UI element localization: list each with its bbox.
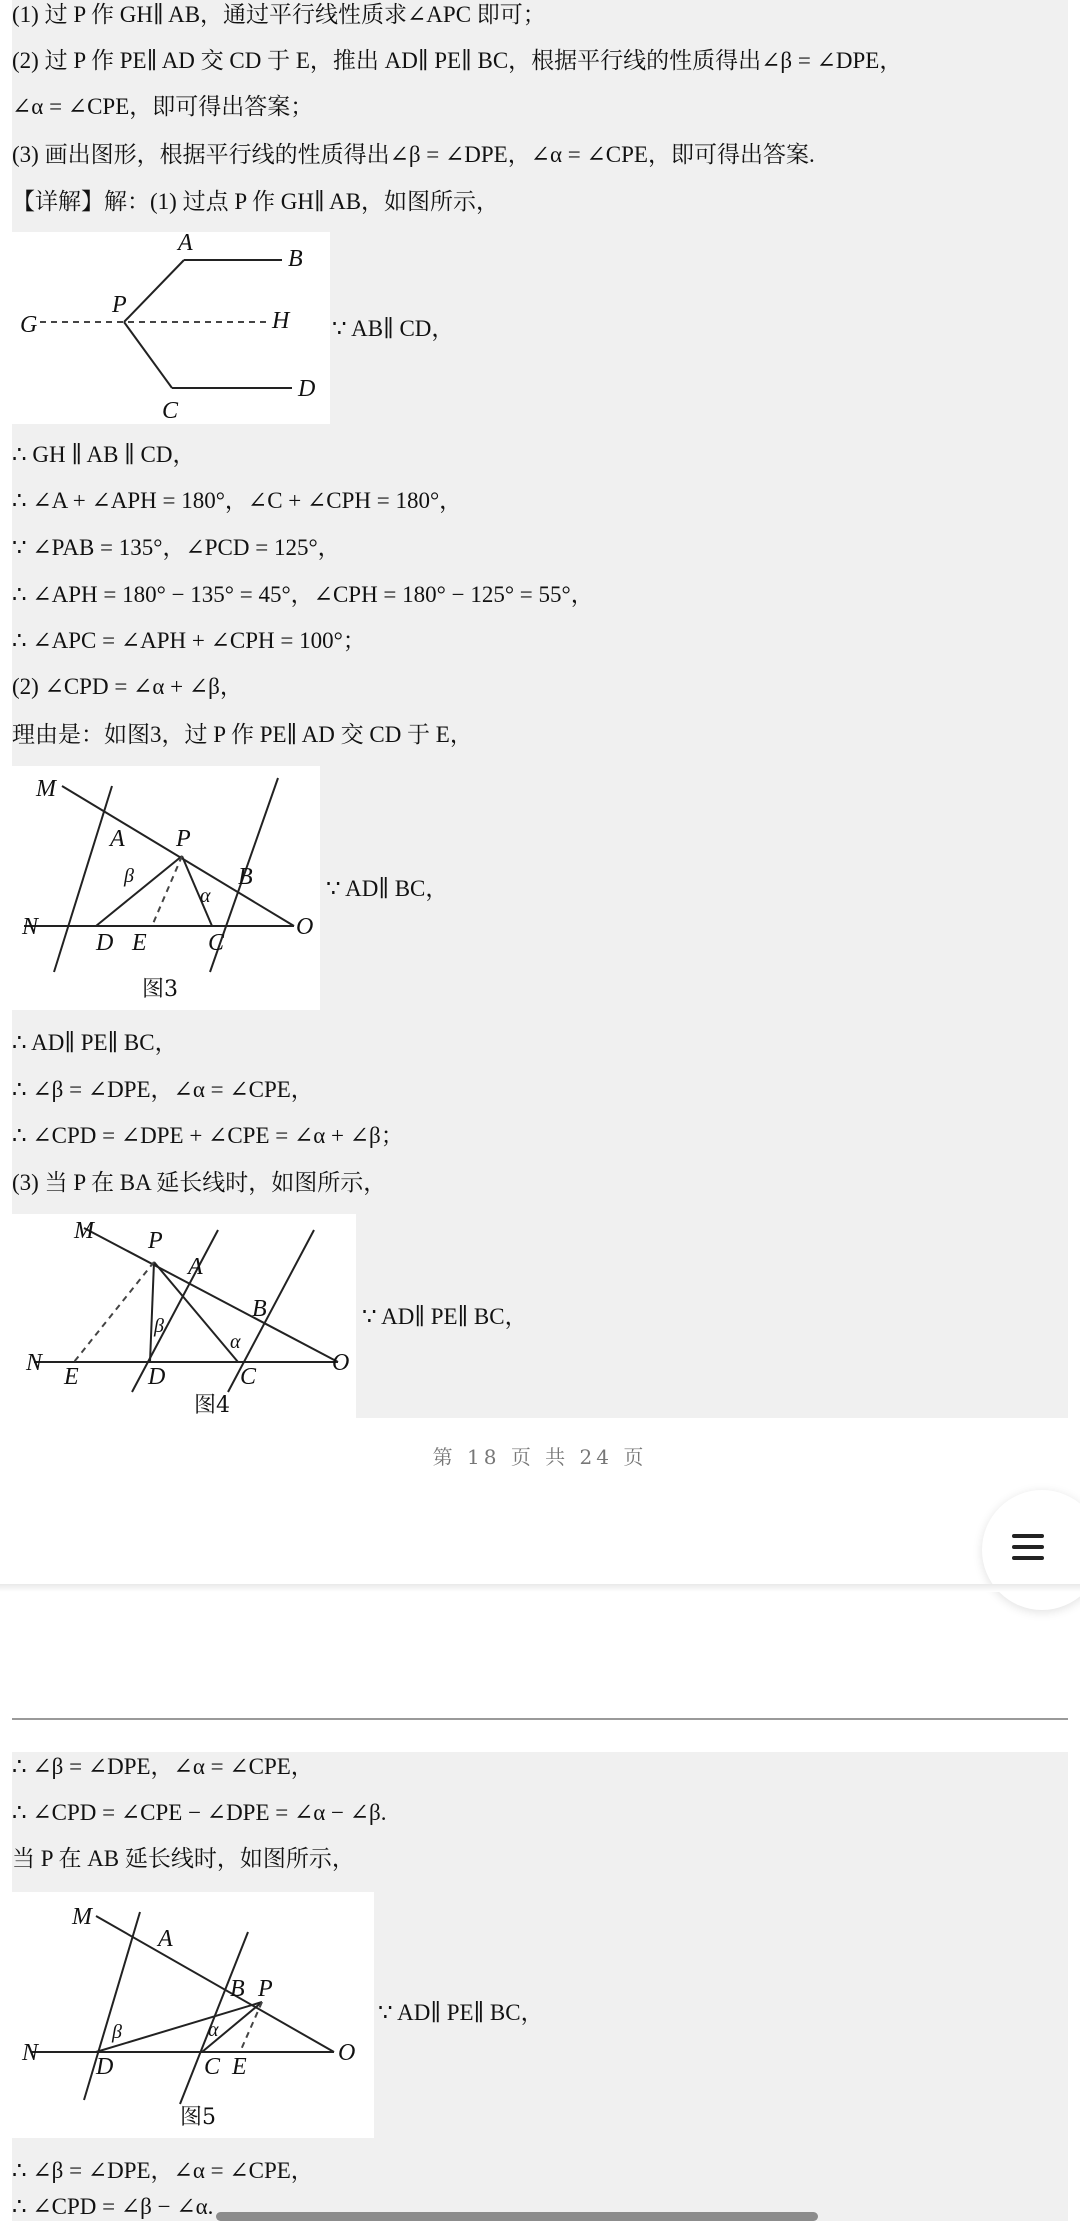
label-C: C <box>240 1364 257 1390</box>
proof-line-10: ∴ ∠CPD = ∠CPE − ∠DPE = ∠α − ∠β. <box>12 1800 387 1825</box>
label-C: C <box>162 398 179 424</box>
part-2-reason: 理由是：如图3，过 P 作 PE∥ AD 交 CD 于 E， <box>12 722 473 747</box>
label-alpha: α <box>230 1331 241 1353</box>
page-number-footer: 第 18 页 共 24 页 <box>432 1445 648 1469</box>
label-M: M <box>74 1218 94 1244</box>
label-O: O <box>296 914 314 940</box>
proof-line-11: ∴ ∠β = ∠DPE，∠α = ∠CPE， <box>12 2158 314 2183</box>
proof-line-2: ∴ ∠A + ∠APH = 180°，∠C + ∠CPH = 180°， <box>12 488 463 513</box>
label-beta: β <box>124 865 134 887</box>
label-beta: β <box>154 1315 164 1337</box>
label-C: C <box>204 2054 221 2080</box>
label-E: E <box>232 2054 247 2080</box>
label-E: E <box>64 1364 79 1390</box>
analysis-step-1: (1) 过 P 作 GH∥ AB，通过平行线性质求∠APC 即可； <box>12 2 546 27</box>
figure-3 <box>12 766 320 1010</box>
proof-line-9: ∴ ∠β = ∠DPE，∠α = ∠CPE， <box>12 1754 314 1779</box>
label-P: P <box>112 292 127 318</box>
page-divider <box>12 1718 1068 1720</box>
fig1-reason: ∵ AB∥ CD， <box>332 316 455 341</box>
analysis-step-3: (3) 画出图形，根据平行线的性质得出∠β = ∠DPE，∠α = ∠CPE，即可得出答案. <box>12 142 815 167</box>
proof-line-1: ∴ GH ∥ AB ∥ CD， <box>12 442 196 467</box>
label-A: A <box>158 1926 173 1952</box>
label-A: A <box>178 232 193 256</box>
label-D: D <box>96 2054 114 2080</box>
solution-heading: 【详解】解：(1) 过点 P 作 GH∥ AB，如图所示， <box>12 189 500 214</box>
proof-line-5: ∴ ∠APC = ∠APH + ∠CPH = 100°； <box>12 628 366 653</box>
label-alpha: α <box>200 885 211 907</box>
label-G: G <box>20 312 38 338</box>
fig5-reason: ∵ AD∥ PE∥ BC， <box>378 2000 544 2025</box>
label-M: M <box>72 1904 92 1930</box>
figure-1 <box>12 232 330 424</box>
analysis-step-2: (2) 过 P 作 PE∥ AD 交 CD 于 E，推出 AD∥ PE∥ BC，根据平行线的性质得出∠β = ∠DPE， <box>12 48 903 73</box>
label-E: E <box>132 930 147 956</box>
label-D: D <box>96 930 114 956</box>
label-alpha: α <box>208 2019 219 2041</box>
label-B: B <box>252 1296 267 1322</box>
proof-line-8: ∴ ∠CPD = ∠DPE + ∠CPE = ∠α + ∠β； <box>12 1123 404 1148</box>
proof-line-12: ∴ ∠CPD = ∠β − ∠α. <box>12 2194 214 2219</box>
label-B: B <box>288 246 303 272</box>
label-C: C <box>208 930 225 956</box>
label-A: A <box>188 1254 203 1280</box>
proof-line-4: ∴ ∠APH = 180° − 135° = 45°，∠CPH = 180° − 125° = 55°， <box>12 582 594 607</box>
document-page-18 <box>12 0 1068 1418</box>
label-B: B <box>230 1976 245 2002</box>
part-3-heading: (3) 当 P 在 BA 延长线时，如图所示， <box>12 1170 387 1195</box>
label-D: D <box>298 376 316 402</box>
figure-3-caption: 图3 <box>142 977 178 1002</box>
label-P: P <box>176 826 191 852</box>
label-beta: β <box>112 2021 122 2043</box>
fig4-reason: ∵ AD∥ PE∥ BC， <box>362 1304 528 1329</box>
label-D: D <box>148 1364 166 1390</box>
label-N: N <box>22 914 39 940</box>
fig3-reason: ∵ AD∥ BC， <box>326 876 449 901</box>
label-O: O <box>332 1350 350 1376</box>
label-H: H <box>272 308 290 334</box>
label-M: M <box>36 776 56 802</box>
label-A: A <box>110 826 125 852</box>
analysis-step-2-cont: ∠α = ∠CPE，即可得出答案； <box>12 94 314 119</box>
page-break-shadow <box>0 1584 1080 1592</box>
label-N: N <box>22 2040 39 2066</box>
figure-4-caption: 图4 <box>194 1393 230 1418</box>
label-P: P <box>258 1976 273 2002</box>
case-heading: 当 P 在 AB 延长线时，如图所示， <box>12 1846 355 1871</box>
hamburger-menu-icon <box>1012 1534 1044 1567</box>
label-N: N <box>26 1350 43 1376</box>
proof-line-6: ∴ AD∥ PE∥ BC， <box>12 1030 178 1055</box>
figure-4 <box>12 1214 356 1418</box>
menu-button[interactable] <box>982 1490 1080 1610</box>
proof-line-7: ∴ ∠β = ∠DPE，∠α = ∠CPE， <box>12 1077 314 1102</box>
label-B: B <box>238 864 253 890</box>
figure-5-caption: 图5 <box>180 2105 216 2130</box>
figure-5 <box>12 1892 374 2138</box>
home-indicator[interactable] <box>216 2212 818 2221</box>
part-2-answer: (2) ∠CPD = ∠α + ∠β， <box>12 674 243 699</box>
label-O: O <box>338 2040 356 2066</box>
label-P: P <box>148 1228 163 1254</box>
proof-line-3: ∵ ∠PAB = 135°，∠PCD = 125°， <box>12 535 341 560</box>
document-page-19 <box>12 1752 1068 2221</box>
